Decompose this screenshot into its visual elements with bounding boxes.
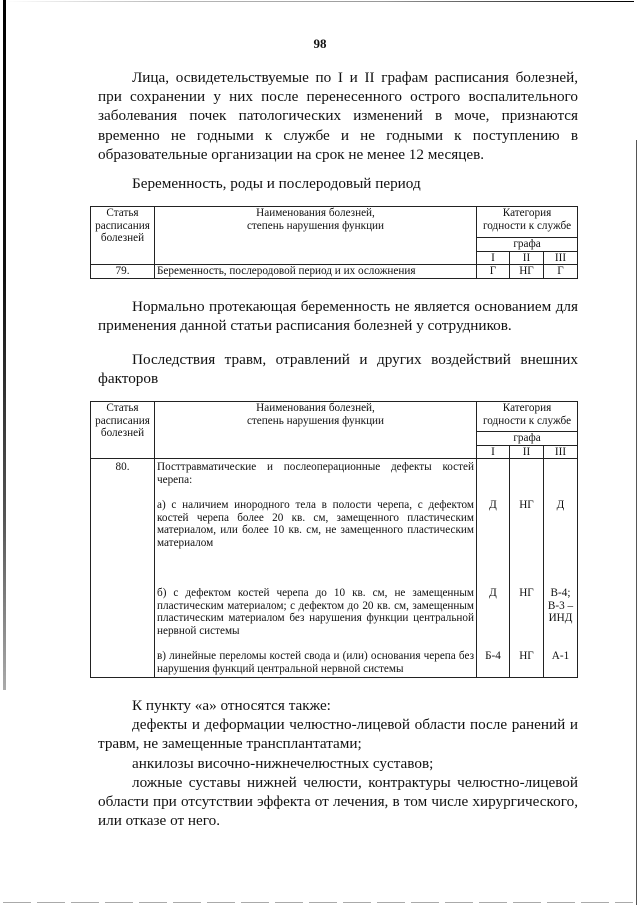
intro-paragraph (98, 68, 578, 164)
row-cat-ii (510, 459, 544, 678)
section1-heading: Беременность, роды и послеродовый период (132, 175, 421, 192)
item-a-cat-iii: Д (556, 498, 565, 511)
scan-border-right (636, 140, 637, 905)
item-a-cat-i: Д (489, 498, 497, 511)
header-article-line: Статья (106, 402, 139, 414)
row-article: 80. (91, 459, 155, 678)
item-b-cat-iii-line: ИНД (548, 612, 573, 625)
closing-item-1-text: дефекты и деформации челюстно-лицевой области после ранений и травм, не замещенные трансплантатами; (98, 716, 578, 753)
header-name (155, 207, 477, 265)
row-cat-iii (544, 459, 578, 678)
row-cat-iii: Г (544, 265, 578, 279)
closing-item-2: анкилозы височно-нижнечелюстных суставов; (132, 755, 434, 772)
header-graph-i: I (477, 251, 510, 265)
header-grafa: графа (477, 238, 578, 252)
item-b-cat-i: Д (489, 587, 497, 600)
item-a-cat-ii: НГ (519, 498, 534, 511)
table-trauma (90, 401, 578, 678)
item-b-cat-ii: НГ (519, 587, 534, 600)
header-graph-i: I (477, 445, 510, 459)
table-row (91, 459, 578, 678)
header-article (91, 207, 155, 265)
row-cat-ii: НГ (510, 265, 544, 279)
scan-border-bottom (3, 902, 633, 903)
item-v-cat-i: Б-4 (485, 650, 501, 663)
header-category-line: Категория (502, 402, 552, 414)
header-grafa: графа (477, 432, 578, 446)
header-graph-ii: II (510, 251, 544, 265)
intro-paragraph-text: Лица, освидетельствуемые по I и II графам расписания болезней, при сохранении у них после перенесенного острого воспалительного заболевания почек патологических изменений в моче, признаются временно не годными к службе и не годными к поступлению в образовательные организации на срок не менее 12 месяцев. (98, 69, 578, 163)
header-name-line: степень нарушения функции (246, 219, 385, 232)
header-name-line: Наименования болезней, (256, 402, 375, 414)
row-cat-i (477, 459, 510, 678)
header-graph-iii: III (544, 251, 578, 265)
header-category-line: Категория (502, 207, 552, 219)
closing-item-1 (98, 715, 578, 753)
header-category (477, 402, 578, 432)
page-number: 98 (313, 36, 327, 51)
row-cat-i: Г (477, 265, 510, 279)
closing-item-3 (98, 773, 578, 831)
row-name: Беременность, послеродовой период и их осложнения (155, 265, 477, 279)
scan-border-top (4, 1, 634, 2)
row-title: Посттравматические и послеоперационные дефекты костей черепа: (157, 461, 474, 486)
item-b-text: б) с дефектом костей черепа до 10 кв. см, не замещенным пластическим материалом; с дефектом до 20 кв. см, замещенным пластическим материалом без нарушения функции центральной нервной системы (157, 587, 474, 637)
section1-note-text: Нормально протекающая беременность не является основанием для применения данной статьи расписания болезней у сотрудников. (98, 298, 578, 335)
header-name-line: Наименования болезней, (256, 207, 375, 219)
section1-note (98, 297, 578, 335)
item-v-cat-ii: НГ (519, 650, 534, 663)
header-category-line: годности к службе (482, 414, 572, 427)
header-article-line: расписания (95, 219, 150, 232)
header-article-line: расписания (95, 414, 150, 427)
header-category (477, 207, 578, 238)
section2-heading-text: Последствия травм, отравлений и других воздействий внешних факторов (98, 351, 578, 388)
item-b-cat-iii-line: В-4; (550, 587, 571, 600)
table-pregnancy (90, 206, 578, 279)
header-article-line: болезней (100, 427, 145, 440)
header-category-line: годности к службе (482, 219, 572, 232)
header-name-line: степень нарушения функции (246, 414, 385, 427)
item-a-text: а) с наличием инородного тела в полости черепа, с дефектом костей черепа более 20 кв. см, замещенного пластическим материалом, или более 10 кв. см, не замещенного пластическим материалом (157, 498, 474, 549)
table-row (91, 265, 578, 279)
header-graph-iii: III (544, 445, 578, 459)
header-name (155, 402, 477, 459)
item-v-cat-iii: А-1 (551, 650, 570, 663)
header-article-line: болезней (100, 232, 145, 245)
row-name (155, 459, 477, 678)
scan-border-left (3, 0, 6, 690)
closing-lead: К пункту «а» относятся также: (132, 697, 331, 714)
header-article (91, 402, 155, 459)
item-v-text: в) линейные переломы костей свода и (или) основания черепа без нарушения функций центральной нервной системы (157, 650, 474, 675)
section2-heading (98, 350, 578, 388)
closing-item-3-text: ложные суставы нижней челюсти, контрактуры челюстно-лицевой области при отсутствии эффекта от лечения, в том числе хирургического, или отказе от него. (98, 774, 578, 830)
header-graph-ii: II (510, 445, 544, 459)
header-article-line: Статья (106, 207, 139, 219)
row-article: 79. (91, 265, 155, 279)
item-b-cat-iii-line: В-3 – (547, 599, 574, 612)
